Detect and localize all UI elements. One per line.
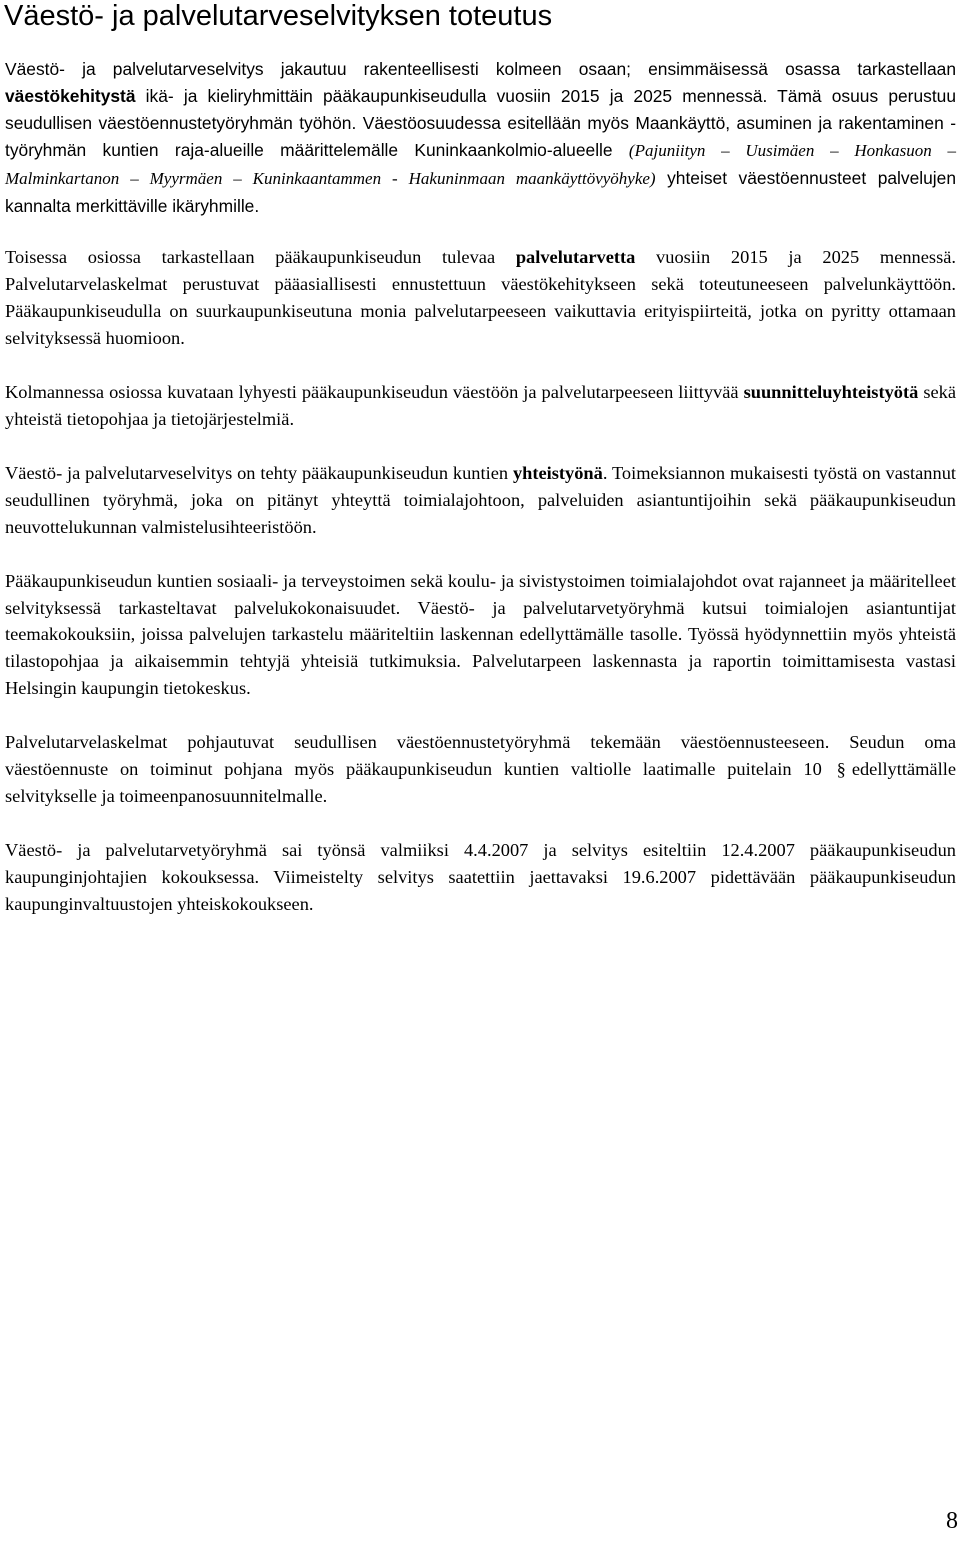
paragraph-working-group: [5, 568, 956, 703]
paragraph-text: . Toimeksiannon mukaisesti työstä on vastannut seudullinen työryhmä, joka on pitänyt yhteyttä toimialajohtoon, palveluiden asiantuntijoihin sekä pääkaupunkiseudun neuvottelukunnan valmistelusihteeristöön.: [5, 462, 956, 537]
paragraph-cooperation: [5, 460, 956, 541]
paragraph-text: Väestö- ja palvelutarvetyöryhmä sai työnsä valmiiksi 4.4.2007 ja selvitys esiteltiin 12.4.2007 pääkaupunkiseudun kaupunginjohtajien kokouksessa. Viimeistelty selvitys saatettiin jaettavaksi 19.6.2007 pidettävään pääkaupunkiseudun kaupunginvaltuustojen yhteiskokoukseen.: [5, 839, 956, 914]
paragraph-text: Palvelutarvelaskelmat pohjautuvat seudullisen väestöennustetyöryhmä tekemään väestöennusteeseen. Seudun oma väestöennuste on toiminut pohjana myös pääkaupunkiseudun kuntien valtiolle laatimalle puitelain 10: [5, 732, 956, 780]
paragraph-text: Toisessa osiossa tarkastellaan pääkaupunkiseudun tulevaa: [5, 247, 516, 268]
paragraph-text: edellyttämälle selvitykselle ja toimeenpanosuunnitelmalle.: [5, 759, 956, 806]
paragraph-schedule: [5, 837, 956, 918]
italic-zone-list: (Pajuniityn – Uusimäen – Honkasuon – Malminkartanon – Myyrmäen – Kuninkaantammen - Hakuninmaan maankäyttövyöhyke): [5, 140, 957, 188]
paragraph-planning-cooperation: [5, 379, 956, 433]
paragraph-text: yhteiset väestöennusteet palvelujen kannalta merkittäville ikäryhmille.: [5, 167, 957, 216]
bold-term-population-development: väestökehitystä: [5, 85, 136, 106]
paragraph-text: Pääkaupunkiseudun kuntien sosiaali- ja terveystoimen sekä koulu- ja sivistystoimen toimialajohdot ovat rajanneet ja määritelleet selvityksessä tarkasteltavat palvelukokonaisuudet. Väestö- ja palvelutarvetyöryhmä kutsui toimialojen asiantuntijat teemakokouksiin, joissa palvelujen tarkastelu määriteltiin laskennan edellyttämälle tasolle. Työssä hyödynnettiin myös yhteistä tilastopohjaa ja aikaisemmin tehtyjä yhteisiä tutkimuksia. Palvelutarpeen laskennasta ja raportin toimittamisesta vastasi Helsingin kaupungin tietokeskus.: [5, 570, 956, 699]
paragraph-forecast-basis: [5, 729, 956, 810]
paragraph-text: ikä- ja kieliryhmittäin pääkaupunkiseudulla vuosiin 2015 ja 2025 mennessä. Tämä osuus perustuu seudullisen väestöennustetyöryhmän työhön. Väestöosuudessa esitellään myös Maankäyttö, asuminen ja rakentaminen -työryhmän kuntien raja-alueille määrittelemälle Kuninkaankolmio-alueelle: [5, 85, 956, 160]
bold-term-cooperation: yhteistyönä: [512, 462, 603, 483]
bold-term-planning-cooperation: suunnitteluyhteistyötä: [743, 382, 919, 403]
page-number: 8: [946, 1508, 958, 1534]
body-text: [5, 56, 956, 945]
paragraph-service-needs: [5, 244, 956, 352]
paragraph-text: Väestö- ja palvelutarveselvitys jakautuu rakenteellisesti kolmeen osaan; ensimmäisessä osassa tarkastellaan: [5, 59, 956, 79]
page-title: Väestö- ja palvelutarveselvityksen toteutus: [4, 0, 553, 32]
paragraph-text: sekä yhteistä tietopohjaa ja tietojärjestelmiä.: [5, 382, 956, 429]
bold-term-service-needs: palvelutarvetta: [515, 247, 636, 268]
paragraph-structure: [5, 56, 956, 219]
paragraph-text: Väestö- ja palvelutarveselvitys on tehty pääkaupunkiseudun kuntien: [5, 462, 513, 483]
paragraph-text: vuosiin 2015 ja 2025 mennessä. Palvelutarvelaskelmat perustuvat pääasiallisesti ennustettuun väestökehitykseen sekä toteutuneeseen palvelunkäyttöön. Pääkaupunkiseudulla on suurkaupunkiseutuna monia palvelutarpeeseen vaikuttavia erityispiirteitä, jotka on pyritty ottamaan selvityksessä huomioon.: [5, 247, 956, 349]
section-sign: §: [836, 759, 846, 780]
paragraph-text: Kolmannessa osiossa kuvataan lyhyesti pääkaupunkiseudun väestöön ja palvelutarpeeseen liittyvää: [5, 382, 744, 403]
